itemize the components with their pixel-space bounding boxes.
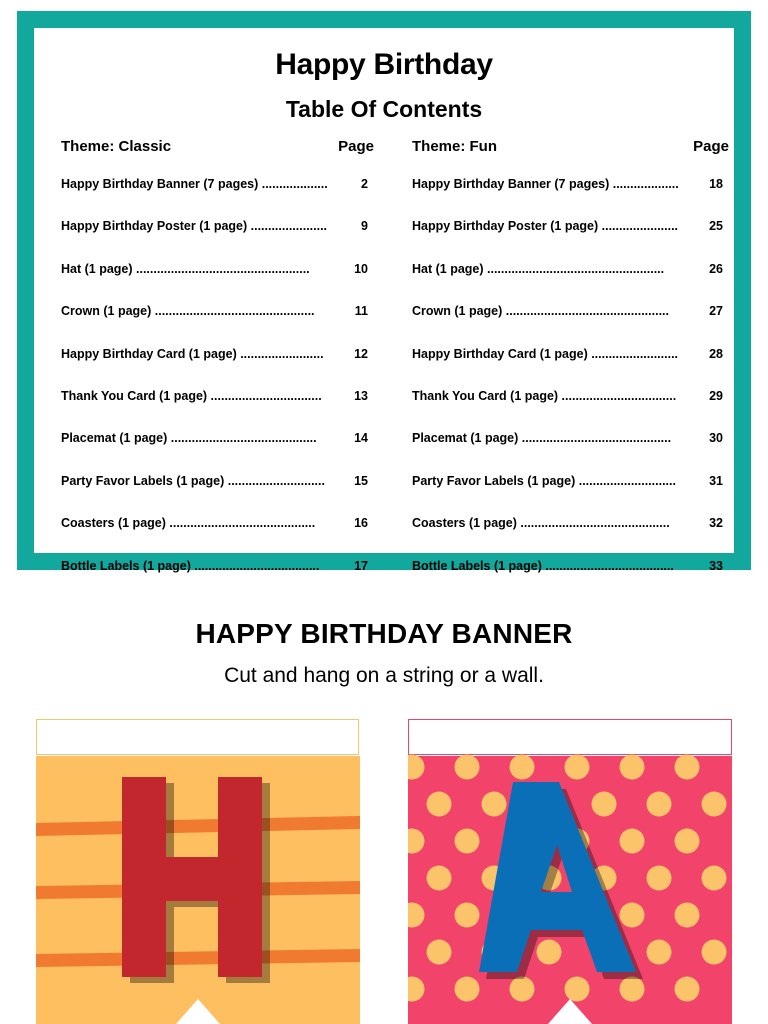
theme-heading: Theme: Classic bbox=[61, 138, 172, 155]
toc-entry-page: 9 bbox=[361, 219, 368, 234]
toc-subtitle: Table Of Contents bbox=[285, 96, 483, 122]
toc-entry-page: 25 bbox=[709, 219, 723, 234]
toc-entry-page: 29 bbox=[709, 389, 723, 403]
toc-entry-label: Happy Birthday Poster (1 page) ...................... bbox=[61, 219, 328, 234]
toc-entry bbox=[61, 559, 371, 577]
toc-entry bbox=[412, 431, 726, 449]
theme-heading: Theme: Fun bbox=[412, 138, 497, 155]
toc-panel bbox=[34, 28, 734, 573]
toc-entry-label: Crown (1 page) ............................................... bbox=[412, 304, 669, 319]
toc-entry-label: Happy Birthday Card (1 page) ......................... bbox=[412, 346, 679, 361]
pennant-a-graphic bbox=[408, 719, 732, 1024]
toc-entry-page: 14 bbox=[354, 431, 368, 446]
toc-column-header bbox=[412, 138, 729, 158]
toc-title: Happy Birthday bbox=[275, 48, 493, 81]
toc-entry-label: Happy Birthday Poster (1 page) ...................... bbox=[412, 219, 679, 234]
toc-entry-label: Thank You Card (1 page) ................................. bbox=[412, 389, 677, 403]
toc-entry bbox=[412, 516, 726, 534]
pennant-tab bbox=[409, 720, 732, 755]
toc-entry bbox=[412, 177, 726, 195]
pennant-tab bbox=[37, 720, 359, 755]
toc-entry-page: 18 bbox=[709, 177, 723, 191]
toc-entry bbox=[412, 389, 726, 407]
toc-entry-page: 15 bbox=[354, 473, 368, 488]
toc-entry-label: Party Favor Labels (1 page) ............................ bbox=[412, 473, 676, 488]
toc-entry bbox=[61, 431, 371, 449]
toc-entry-label: Hat (1 page) ................................................... bbox=[412, 261, 665, 276]
toc-entry-page: 13 bbox=[354, 389, 368, 403]
toc-entry-label: Happy Birthday Card (1 page) ........................ bbox=[61, 346, 324, 361]
toc-entry-page: 28 bbox=[709, 346, 723, 361]
toc-entry-page: 16 bbox=[354, 516, 368, 531]
toc-entry-page: 32 bbox=[709, 516, 723, 531]
toc-entry bbox=[412, 304, 726, 322]
banner-section-subtitle: Cut and hang on a string or a wall. bbox=[224, 664, 544, 687]
toc-entry-page: 17 bbox=[354, 558, 368, 573]
toc-entry bbox=[412, 474, 726, 492]
toc-column-classic bbox=[61, 138, 374, 573]
toc-entry-label: Happy Birthday Banner (7 pages) ................... bbox=[412, 177, 679, 191]
toc-frame bbox=[17, 11, 751, 573]
toc-entry-page: 26 bbox=[709, 261, 723, 276]
toc-entry bbox=[61, 389, 371, 407]
toc-entry bbox=[412, 262, 726, 280]
pennant-h-graphic bbox=[36, 719, 360, 1024]
toc-entry-page: 30 bbox=[709, 431, 723, 446]
toc-column-fun bbox=[412, 138, 729, 573]
toc-entry bbox=[61, 177, 371, 195]
toc-entry-page: 2 bbox=[361, 177, 368, 191]
toc-entry-page: 27 bbox=[709, 304, 723, 319]
toc-entry bbox=[412, 219, 726, 237]
toc-entry-label: Coasters (1 page) ........................................... bbox=[412, 516, 670, 531]
toc-entry-label: Placemat (1 page) ........................................... bbox=[412, 431, 672, 446]
toc-entry bbox=[412, 559, 726, 577]
toc-entry-label: Crown (1 page) .............................................. bbox=[61, 304, 315, 319]
toc-column-header bbox=[61, 138, 374, 158]
toc-entry-label: Hat (1 page) .................................................. bbox=[61, 261, 310, 276]
page-column-heading: Page bbox=[693, 138, 729, 155]
toc-entry-page: 31 bbox=[709, 473, 723, 488]
banner-section-title: HAPPY BIRTHDAY BANNER bbox=[195, 618, 573, 649]
pennant-h bbox=[36, 719, 360, 1024]
toc-entry bbox=[61, 347, 371, 365]
toc-entry bbox=[61, 219, 371, 237]
toc-entry-label: Coasters (1 page) .......................................... bbox=[61, 516, 316, 531]
toc-entry bbox=[61, 304, 371, 322]
page-column-heading: Page bbox=[338, 138, 374, 155]
toc-entry-page: 33 bbox=[709, 558, 723, 573]
toc-entry-label: Bottle Labels (1 page) .................................... bbox=[61, 558, 320, 573]
toc-entry bbox=[61, 516, 371, 534]
pennant-a bbox=[408, 719, 732, 1024]
toc-entry bbox=[412, 347, 726, 365]
toc-entry-label: Bottle Labels (1 page) ..................................... bbox=[412, 558, 674, 573]
toc-entry-label: Party Favor Labels (1 page) ............................ bbox=[61, 473, 325, 488]
toc-entry-page: 10 bbox=[354, 261, 368, 276]
toc-entry bbox=[61, 474, 371, 492]
toc-entry-label: Happy Birthday Banner (7 pages) ................... bbox=[61, 177, 328, 191]
toc-entry-page: 12 bbox=[354, 346, 368, 361]
toc-entry bbox=[61, 262, 371, 280]
toc-entry-page: 11 bbox=[354, 304, 368, 319]
toc-entry-label: Placemat (1 page) .......................................... bbox=[61, 431, 317, 446]
toc-entry-label: Thank You Card (1 page) ................................ bbox=[61, 389, 322, 403]
